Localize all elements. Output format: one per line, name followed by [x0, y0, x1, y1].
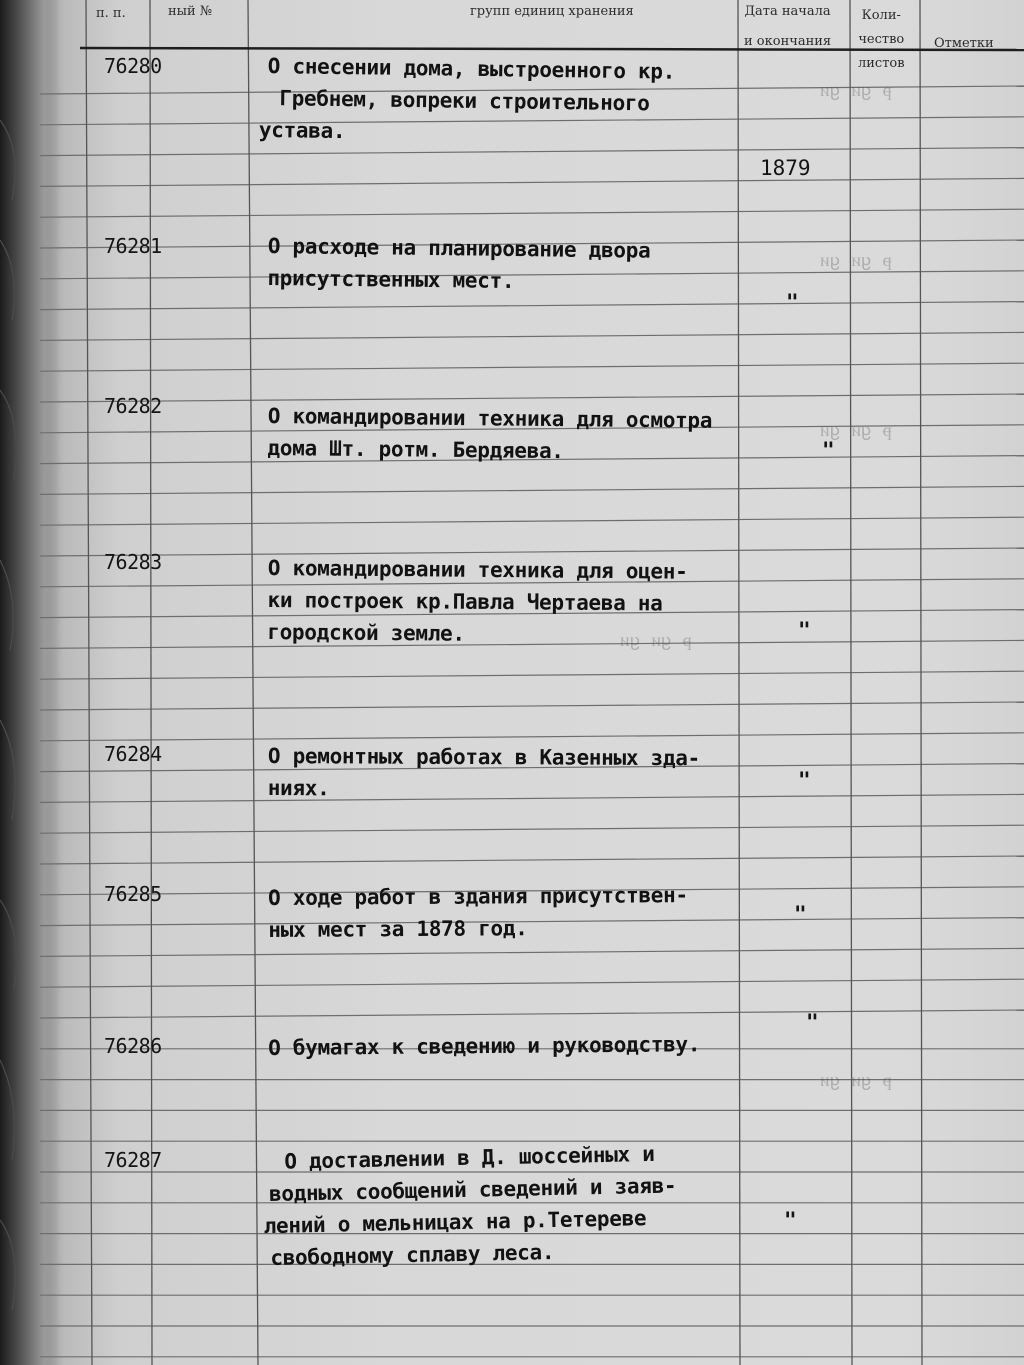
entry-title — [267, 400, 828, 470]
entry-title-line: О ходе работ в здания присутствен- — [268, 883, 688, 910]
header-col-title: групп единиц хранения — [470, 4, 634, 19]
ruled-line — [40, 178, 1024, 186]
ruled-line — [40, 948, 1024, 956]
entry-title-line: О бумагах к сведению и руководству. — [268, 1032, 701, 1060]
entry-title — [263, 1134, 831, 1274]
header-col-number: п. п. — [96, 6, 126, 21]
header-col-notes: Отметки — [934, 36, 994, 51]
ruled-line — [40, 332, 1024, 340]
entry-title-line: ниях. — [267, 775, 330, 801]
entry-title — [267, 552, 828, 653]
entry-number: 76285 — [104, 882, 162, 906]
entry-title — [267, 230, 828, 301]
header-sheets-line1: Коли- — [861, 8, 901, 23]
entry-title-line: водных сообщений сведений и заяв- — [268, 1173, 677, 1206]
header-col-sheets — [858, 4, 905, 76]
entry-title-line: О доставлении в Д. шоссейных и — [284, 1141, 655, 1174]
entry-title-line: городской земле. — [267, 619, 465, 646]
entry-title-line: О командировании техника для оцен- — [267, 555, 688, 584]
entry-title-line: устава. — [258, 117, 346, 144]
entry-title-line: ных мест за 1878 год. — [268, 916, 528, 942]
ruled-line — [40, 517, 1024, 525]
entry-number: 76286 — [104, 1034, 162, 1058]
entry-number: 76283 — [104, 550, 162, 574]
entry-date-ditto: " — [794, 902, 807, 926]
entry-title-line: О расходе на планирование двора — [267, 233, 651, 263]
entry-title-line: О ремонтных работах в Казенных зда- — [267, 743, 700, 771]
entry-title-line: дома Шт. ротм. Бердяева. — [267, 435, 564, 464]
entry-title-line: Гребнем, вопреки строительного — [279, 86, 650, 116]
ruled-line — [40, 979, 1024, 987]
header-dates-line2: и окончания — [744, 34, 832, 49]
ruled-line — [40, 702, 1024, 710]
header-col-dates — [744, 4, 832, 49]
bleed-through-text: ᵽ ყᴎ ყᴎ — [820, 250, 892, 271]
entry-title — [268, 878, 828, 946]
ruled-line — [40, 394, 1024, 402]
ruled-line — [40, 486, 1024, 494]
entry-title — [258, 50, 828, 154]
entry-number: 76280 — [104, 54, 162, 78]
header-sheets-line3: листов — [858, 56, 905, 71]
entry-title-line: свободному сплаву леса. — [270, 1240, 555, 1270]
entry-title-line: О командировании техника для осмотра — [267, 403, 713, 433]
entry-date: 1879 — [760, 156, 811, 180]
entry-date-ditto: " — [786, 290, 799, 314]
column-divider — [920, 0, 922, 1365]
ruled-line — [40, 856, 1024, 864]
entry-title-line: присутственных мест. — [267, 265, 515, 294]
ruled-line — [40, 302, 1024, 310]
column-divider — [850, 0, 852, 1365]
ruled-line — [40, 733, 1024, 741]
ruled-line — [40, 363, 1024, 371]
entry-title — [268, 1027, 828, 1064]
bleed-through-text: ᵽ ყᴎ ყᴎ — [620, 630, 692, 651]
entry-date-ditto: " — [822, 438, 835, 462]
ruled-line — [40, 825, 1024, 833]
entry-date-ditto: " — [784, 1208, 797, 1232]
ruled-line — [40, 1010, 1024, 1018]
column-divider — [248, 0, 258, 1365]
entry-date-ditto: " — [798, 618, 811, 642]
header-col-inventory-number: ный № — [168, 4, 213, 19]
entry-date-ditto: " — [798, 768, 811, 792]
entry-title-line: О снесении дома, выстроенного кр. — [267, 53, 676, 84]
ruled-line — [40, 209, 1024, 217]
header-dates-line1: Дата начала — [744, 4, 831, 19]
ruled-line — [40, 671, 1024, 679]
column-divider — [86, 0, 92, 1365]
bleed-through-text: ᵽ ყᴎ ყᴎ — [820, 80, 892, 101]
header-sheets-line2: чество — [858, 32, 905, 47]
entry-title-line: лений о мельницах на р.Тетереве — [263, 1206, 647, 1239]
entry-date-ditto: " — [806, 1010, 819, 1034]
entry-title — [268, 740, 828, 807]
bleed-through-text: ᵽ ყᴎ ყᴎ — [820, 1070, 892, 1091]
entry-number: 76284 — [104, 742, 162, 766]
entry-number: 76287 — [104, 1148, 162, 1172]
entry-number: 76281 — [104, 234, 162, 258]
entry-title-line: ки построек кр.Павла Чертаева на — [267, 587, 663, 616]
bleed-through-text: ᵽ ყᴎ ყᴎ — [820, 420, 892, 441]
entry-number: 76282 — [104, 394, 162, 418]
